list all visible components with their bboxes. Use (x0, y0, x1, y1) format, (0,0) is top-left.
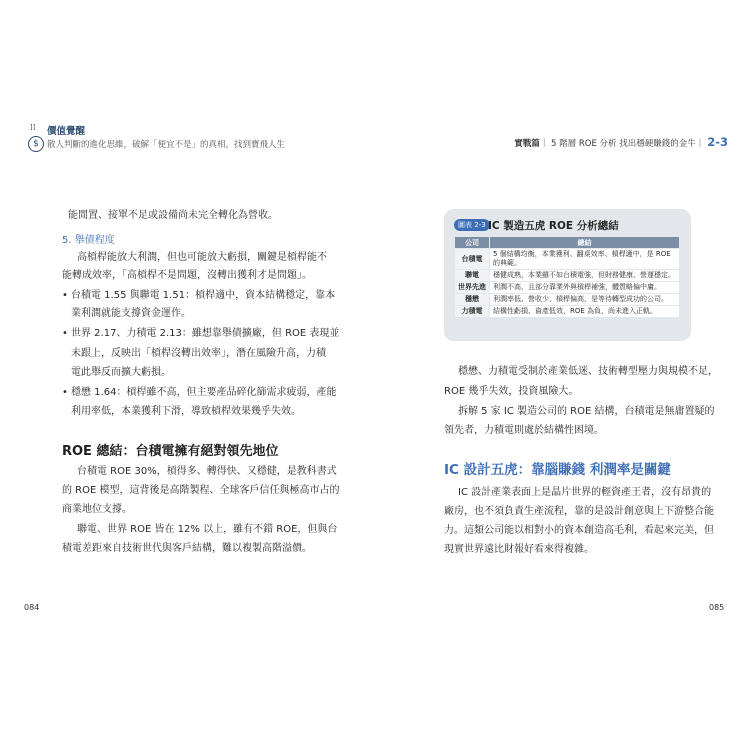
paragraph-line: 能轉成效率，「高槓桿不是問題，沒轉出獲利才是問題」。 (62, 270, 312, 281)
bullet: • (62, 328, 68, 339)
paragraph-line: 業利潤就能支撐資金運作。 (71, 308, 191, 319)
header-chapter: ｜ 5 階層 ROE 分析 找出穩硬賺錢的金牛｜ (539, 139, 705, 149)
company-cell: 穩懋 (455, 294, 490, 306)
table-row (455, 249, 680, 270)
header-section-number: 2-3 (707, 135, 728, 149)
column-header-summary: 總結 (490, 237, 680, 249)
paragraph-line: 積電差距來自技術世代與客戶結構，難以複製高階溢價。 (62, 543, 312, 554)
roe-summary-table (454, 236, 680, 318)
table-row (455, 282, 680, 294)
paragraph-line: 電此舉反而擴大虧損。 (71, 367, 171, 378)
section-heading-ic-design: IC 設計五虎：靠腦賺錢 利潤率是關鍵 (444, 462, 671, 478)
paragraph-line: 商業地位支撐。 (62, 504, 132, 515)
summary-cell: 利潤率低、營收少、槓桿偏高，是等待轉型成功的公司。 (490, 294, 680, 306)
company-cell: 力積電 (455, 306, 490, 318)
paragraph-line: 台積電 1.55 與聯電 1.51：槓桿適中，資本結構穩定，靠本 (71, 290, 336, 301)
running-header-title: 價值覺醒 (47, 126, 86, 137)
paragraph-line: 未跟上，反映出「槓桿沒轉出效率」，潛在風險升高，力積 (71, 348, 326, 359)
paragraph-line: ROE 幾乎失效，投資風險大。 (444, 386, 579, 397)
table-row (455, 270, 680, 282)
dollar-coin-icon: $ (28, 136, 44, 152)
paragraph-line: 世界 2.17、力積電 2.13：雖想靠舉債擴廠，但 ROE 表現並 (71, 328, 340, 339)
paragraph-line: 的 ROE 模型，這背後是高階製程、全球客戶信任與極高市占的 (62, 485, 340, 496)
paragraph-line: 穩懋 1.64：槓桿雖不高，但主要產品碎化篩需求疲弱，產能 (71, 387, 337, 398)
paragraph-line: 利用率低，本業獲利下滑，導致槓桿效果幾乎失效。 (71, 406, 301, 417)
running-header-right (514, 135, 728, 149)
paragraph-line: 穩懋、力積電受制於產業低迷、技術轉型壓力與規模不足， (458, 366, 718, 377)
paragraph-line: 拆解 5 家 IC 製造公司的 ROE 結構，台積電是無庸置疑的 (458, 406, 715, 417)
summary-cell: 利潤不高，且部分靠業外與槓桿補強，體質略偏中庸。 (490, 282, 680, 294)
bullet: • (62, 387, 68, 398)
table-header-row (455, 237, 680, 249)
page-number-right: 085 (709, 603, 725, 612)
company-cell: 世界先進 (455, 282, 490, 294)
running-header-subtitle: 散人判斷的進化思維，破解「便宜不是」的真相，找到寶飛人生 (47, 140, 286, 150)
paragraph-line: 領先者，力積電則處於結構性困境。 (444, 425, 604, 436)
summary-box-title: IC 製造五虎 ROE 分析總結 (488, 220, 619, 232)
summary-cell: 結構性虧損、資產低效，ROE 為負，尚未進入正軌。 (490, 306, 680, 318)
paragraph-line: 能閒置、接單不足或設備尚未完全轉化為營收。 (68, 210, 278, 221)
column-header-company: 公司 (455, 237, 490, 249)
company-cell: 聯電 (455, 270, 490, 282)
paragraph-line: 力。這類公司能以相對小的資本創造高毛利，看起來完美，但 (444, 525, 714, 536)
table-row (455, 306, 680, 318)
paragraph-line: 現實世界遠比財報好看來得複雜。 (444, 544, 594, 555)
page-number-left: 084 (24, 603, 40, 612)
company-cell: 台積電 (455, 249, 490, 270)
section-heading-leverage: 5. 舉債程度 (62, 235, 115, 246)
summary-cell: 5 個結構均衡，本業獲利、翻桌效率、槓桿適中，是 ROE 的典範。 (490, 249, 680, 270)
paragraph-line: 廠房，也不須負責生產流程，靠的是設計創意與上下游整合能 (444, 506, 714, 517)
header-series: 實戰篇 (514, 139, 540, 149)
summary-cell: 穩健成熟，本業雖不如台積電強，但財務健康、營運穩定。 (490, 270, 680, 282)
section-heading-roe-summary: ROE 總結：台積電擁有絕對領先地位 (62, 444, 279, 459)
paragraph-line: 台積電 ROE 30%，槓得多、轉得快、又穩健，是教科書式 (77, 466, 337, 477)
header-mark: ⁞⁞ (30, 123, 36, 133)
paragraph-line: 高槓桿能放大利潤，但也可能放大虧損，關鍵是槓桿能不 (77, 252, 327, 263)
bullet: • (62, 290, 68, 301)
paragraph-line: 聯電、世界 ROE 皆在 12% 以上，雖有不錯 ROE，但與台 (77, 524, 338, 535)
figure-tag: 圖表 2-3 (454, 219, 490, 231)
paragraph-line: IC 設計產業表面上是晶片世界的輕資產王者，沒有昂貴的 (458, 487, 712, 498)
table-row (455, 294, 680, 306)
